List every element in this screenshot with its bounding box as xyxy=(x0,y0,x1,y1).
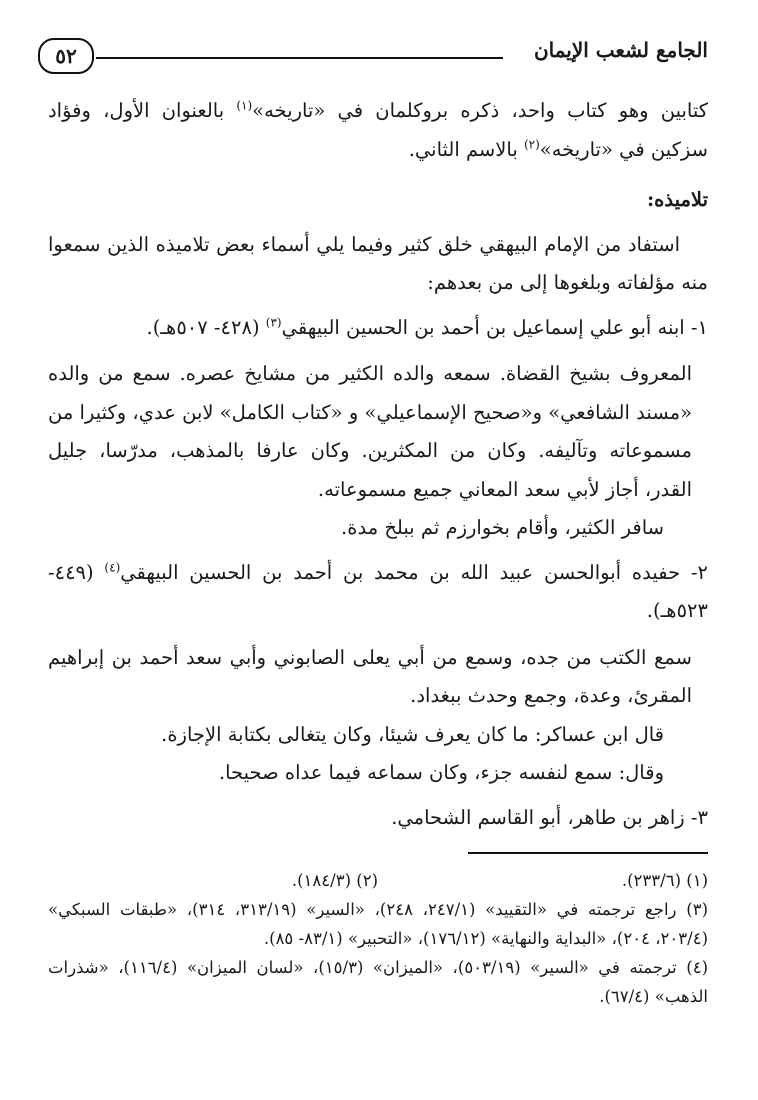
footnote-ref-2: (٢) xyxy=(523,137,540,151)
item2-paragraph-3: وقال: سمع لنفسه جزء، وكان سماعه فيما عداه صحيحا. xyxy=(218,761,664,784)
students-intro: استفاد من الإمام البيهقي خلق كثير وفيما يلي أسماء بعض تلاميذه الذين سمعوا منه مؤلفاته وبلغوها إلى من بعدهم: xyxy=(48,232,708,294)
item2-paragraph-1: سمع الكتب من جده، وسمع من أبي يعلى الصابوني وأبي سعد أحمد بن إبراهيم المقرئ، وعدة، وجمع وحدث ببغداد. xyxy=(48,645,692,707)
page-header xyxy=(38,36,708,76)
section-heading: تلاميذه: xyxy=(646,188,708,211)
item2-paragraph-2: قال ابن عساكر: ما كان يعرف شيئا، وكان يتغالى بكتابة الإجازة. xyxy=(161,722,664,746)
item1-paragraph-1: المعروف بشيخ القضاة. سمعه والده الكثير من مشايخ عصره. سمع من والده «مسند الشافعي» و«صحيح الإسماعيلي» و «كتاب الكامل» لابن عدي، وكثيرا من مسموعاته وتآليفه. وكان من المكثرين. وكان عارفا بالمذهب، مدرّسا، جليل القدر، أجاز لأبي سعد المعاني جميع مسموعاته. xyxy=(48,362,692,501)
footnote-row-1 xyxy=(48,866,708,895)
item2-dates: (٤٤٩- ٥٢٣هـ). xyxy=(48,560,708,622)
running-title: الجامع لشعب الإيمان xyxy=(533,38,708,62)
footnote-rule xyxy=(468,852,708,854)
list-item-2 xyxy=(48,554,708,631)
main-text xyxy=(48,92,708,837)
list-item-3: ٣- زاهر بن طاهر، أبو القاسم الشحامي. xyxy=(391,805,708,829)
intro-text-1: كتابين وهو كتاب واحد، ذكره بروكلمان في «تاريخه» xyxy=(252,99,708,122)
item1-title: ١- ابنه أبو علي إسماعيل بن أحمد بن الحسين البيهقي xyxy=(281,315,708,339)
footnote-4: (٤) ترجمته في «السير» (٥٠٣/١٩)، «الميزان» (١٥/٣)، «لسان الميزان» (١١٦/٤)، «شذرات الذهب» (٦٧/٤). xyxy=(48,958,708,1006)
footnote-2: (٢) (١٨٤/٣). xyxy=(291,871,378,890)
page-number: ٥٢ xyxy=(38,38,94,74)
footnotes xyxy=(48,866,708,1011)
footnote-ref-3: (٣) xyxy=(265,315,282,329)
item2-title: ٢- حفيده أبوالحسن عبيد الله بن محمد بن أحمد بن الحسين البيهقي xyxy=(120,560,708,584)
list-item-1 xyxy=(48,309,708,348)
item1-dates: (٤٢٨- ٥٠٧هـ). xyxy=(146,315,266,339)
footnote-3: (٣) راجع ترجمته في «التقييد» (٢٤٧/١، ٢٤٨)، «السير» (٣١٣/١٩، ٣١٤)، «طبقات السبكي» (٢٠٣/٤، ٢٠٤)، «البداية والنهاية» (١٧٦/١٢)، «التحبير» (٨٣/١- ٨٥). xyxy=(48,900,708,948)
intro-text-3: بالاسم الثاني. xyxy=(408,137,524,161)
footnote-ref-1: (١) xyxy=(236,98,253,113)
intro-text-2: بالعنوان الأول، وفؤاد سزكين في «تاريخه» xyxy=(48,99,708,161)
intro-paragraph xyxy=(48,92,708,169)
footnote-ref-4: (٤) xyxy=(104,560,121,574)
item1-paragraph-2: سافر الكثير، وأقام بخوارزم ثم ببلخ مدة. xyxy=(341,516,664,539)
header-rule xyxy=(96,57,503,59)
footnote-1: (١) (٢٣٣/٦). xyxy=(621,871,708,890)
